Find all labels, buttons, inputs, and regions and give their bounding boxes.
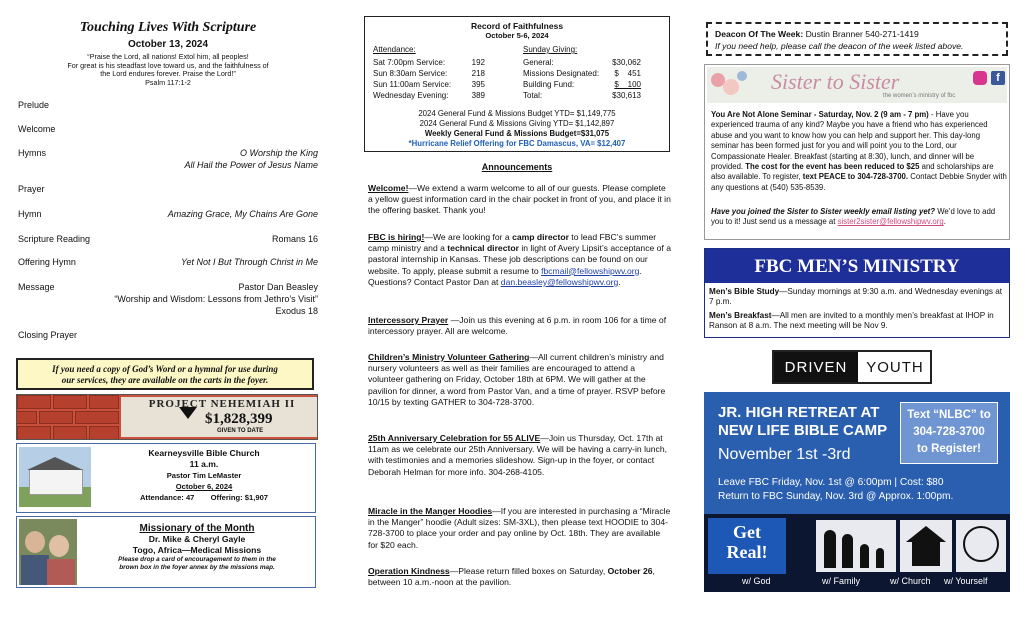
bulletin-date: October 13, 2024 [127,39,209,50]
sister-to-sister-card [704,64,1010,240]
face [25,531,45,553]
record-title: Record of Faithfulness [470,21,564,31]
giving-row: Missions Designated: $ 451 [523,69,641,78]
person-silhouette [860,544,869,568]
missionary-names: Dr. Mike & Cheryl Gayle [148,534,246,544]
giving-ytd: 2024 General Fund & Missions Giving YTD= $1,142,897 [419,119,615,128]
kv-attendance: Attendance: 47 [139,493,195,502]
attendance-heading: Attendance: [373,45,416,54]
deacon-name: Dustin Branner 540-271-1419 [805,29,919,39]
project-panel [121,397,317,437]
budget-ytd: 2024 General Fund & Missions Budget YTD= $1,149,775 [418,109,616,118]
panel-caption-yourself: w/ Yourself [944,576,988,586]
missionary-heading: Missionary of the Month [139,523,255,534]
record-of-faithfulness [364,16,670,152]
church-roof-shape [906,526,946,542]
hymnal-notice: If you need a copy of God’s Word or a hymnal for use during our services, they are available on the carts in the foyer. [16,358,314,390]
face-outline [963,526,999,562]
kv-date: October 6, 2024 [175,482,233,491]
childrens-paragraph: Children’s Ministry Volunteer Gathering—All current children’s ministry and nursery volunteers as well as their families are encouraged to attend a volunteer gathering on Friday, October 18th at 6PM. We will gather at the pavilion for dinner, a word from Pastor Van, and a time of prayer. RSVP before 10/15 by texting GATHER to 304-728-3700. [368,352,666,407]
brick [17,426,51,440]
sister-tagline: the women’s ministry of fbc [883,93,956,99]
brick [39,411,73,424]
shirt [21,555,49,585]
yourself-icon [956,520,1006,572]
face [49,535,69,557]
brick [17,395,51,409]
attendance-row: Sun 8:30am Service: 218 [373,69,485,78]
giving-row: Total: $30,613 [523,91,641,100]
get-real-badge: Get Real! [708,518,786,574]
giving-row: Building Fund: $ 100 [523,80,641,89]
church-icon [900,520,952,572]
hiring-paragraph: FBC is hiring!—We are looking for a camp director to lead FBC’s summer camp ministry and a technical director in light of Avery Lipsit’s acceptance of a pastoral internship in Kansas. These job descriptions can be found on our website. To apply, please submit a resume to fbcmail@fellowshipwv.org. Questions? Contact Pastor Dan at dan.beasley@fellowshipwv.org. [368,232,672,287]
deacon-note: If you need help, please call the deacon of the week listed above. [715,41,964,51]
attendance-row: Sat 7:00pm Service: 192 [373,58,485,67]
hurricane-relief: *Hurricane Relief Offering for FBC Damascus, VA= $12,407 [408,139,626,148]
psalm-quote: “Praise the Lord, all nations! Extol him, all peoples! For great is his steadfast love toward us, and the faithfulness of the Lord endures forever. Praise the Lord!” Psalm 117:1-2 [67,52,269,87]
mens-ministry-card [704,248,1010,338]
welcome-paragraph: Welcome!—We extend a warm welcome to all of our guests. Please complete a yellow guest information card in the chair pocket in front of you, and place it in the offering basket. Thank you! [368,183,671,216]
jr-high-retreat-flyer [704,392,1010,592]
retreat-footer [704,514,1010,592]
anniversary-paragraph: 25th Anniversary Celebration for 55 ALIVE—Join us Thursday, Oct. 17th at 11am as we celebrate our 25th Anniversary. We will be having a carry-in lunch, with testimonies and a memories slideshow. Sign-up in the foyer, or contact Deborah Helman for more info. 304-268-4105. [368,433,668,477]
family-icon [816,520,896,572]
brick [89,395,119,409]
project-title: PROJECT ΝΕΗΕΜΙΑΗ II [148,398,296,410]
email-link[interactable]: dan.beasley@fellowshipwv.org [500,276,619,287]
kindness-paragraph: Operation Kindness—Please return filled boxes on Saturday, October 26, between 10 a.m.-noon at the pavilion. [368,566,655,588]
text-to-register: Text “NLBC” to 304-728-3700 to Register! [900,402,998,464]
mens-bible-study: Men’s Bible Study—Sunday mornings at 9:30 a.m. and Wednesday evenings at 7 p.m. [709,287,1003,306]
missionary-photo [19,519,77,585]
panel-caption-god: w/ God [742,576,771,586]
record-dates: October 5-6, 2024 [485,31,549,40]
project-amount: $1,828,399 [205,411,273,427]
giving-list [523,57,641,101]
kv-pastor: Pastor Tim LeMaster [166,471,242,480]
sister-logo: Sister to Sister [771,69,900,94]
email-link[interactable]: fbcmail@fellowshipwv.org [541,265,640,276]
retreat-dates: November 1st -3rd [718,446,851,463]
deacon-label: Deacon Of The Week: [715,29,804,39]
panel-caption-church: w/ Church [890,576,931,586]
brick [89,426,119,440]
announcements-title: Announcements [481,162,553,172]
church-building [29,469,83,495]
kv-time: 11 a.m. [189,459,219,469]
driven-youth-logo [772,350,932,384]
instagram-icon[interactable] [973,71,987,85]
giving-heading: Sunday Giving: [523,45,578,54]
church-photo [19,447,91,507]
kv-offering: Offering: $1,907 [210,493,269,502]
missionary-note-2: brown box in the foyer annex by the missions map. [119,564,275,571]
missionary-note-1: Please drop a card of encouragement to them in the [118,556,276,563]
driven-word: DRIVEN [774,352,858,382]
kv-name: Kearneysville Bible Church [148,448,260,458]
giving-row: General: $30,062 [523,58,641,67]
down-arrow-icon [179,407,197,419]
missionary-card [16,516,316,588]
person-silhouette [842,534,853,568]
facebook-icon[interactable]: f [991,71,1005,85]
flower-icon [737,71,747,81]
brick [53,395,87,409]
kearneysville-card [16,443,316,513]
sister-banner [707,67,1007,103]
bulletin-title: Touching Lives With Scripture [79,20,257,35]
project-nehemiah-banner [16,394,318,440]
flower-icon [723,79,739,95]
mens-title: FBC MEN’S MINISTRY [705,249,1009,283]
sister-email-link[interactable]: sister2sister@fellowshipwv.org [837,217,944,227]
church-body-shape [912,542,940,566]
shirt [47,559,75,585]
intercessory-paragraph: Intercessory Prayer —Join us this evening at 6 p.m. in room 106 for a time of intercessory prayer. All are welcome. [368,315,667,337]
attendance-row: Sun 11:00am Service: 395 [373,80,485,89]
seminar-paragraph: You Are Not Alone Seminar - Saturday, Nov. 2 (9 am - 7 pm) - Have you experienced trauma of any kind? Maybe you have a friend who has experienced abuse and you want to know how you can help and support her. This day-long seminar has been formed just for you and will point you to the Lord, our Compassionate Healer. Breakfast (starting at 8:30), lunch, and dinner will be provided. The cost for the event has been reduced to $25 and scholarships are also available. To register, text PEACE to 304-728-3700. Contact Debbie Snyder with any questions at (540) 535-8539. [711,110,1007,192]
brick [16,411,37,424]
hoodie-paragraph: Miracle in the Manger Hoodies—If you are interested in purchasing a “Miracle in the Manger” hoodie (Adult sizes: SM-3XL), then please text HOODIE to 304-728-3700 to place your order and pay online by Oct. 18th. They are available for $20 each. [368,506,671,550]
attendance-list [373,57,485,101]
mens-breakfast: Men’s Breakfast—All men are invited to a monthly men’s breakfast at IHOP in Ranson at 8 a.m. The next meeting will be Nov 9. [709,311,994,330]
person-silhouette [876,548,884,568]
project-caption: GIVEN TO DATE [217,428,264,434]
retreat-title: JR. HIGH RETREAT AT NEW LIFE BIBLE CAMP [718,404,888,439]
deacon-of-week [706,22,1008,56]
youth-word: YOUTH [866,359,924,376]
weekly-budget: Weekly General Fund & Missions Budget=$31,075 [424,129,610,138]
church-roof [27,457,83,470]
panel-caption-family: w/ Family [822,576,860,586]
missionary-location: Togo, Africa—Medical Missions [132,545,262,555]
retreat-details: Leave FBC Friday, Nov. 1st @ 6:00pm | Cost: $80 Return to FBC Sunday, Nov. 3rd @ Approx. 1:00pm. [718,477,954,502]
person-silhouette [824,530,836,568]
brick [75,411,119,424]
email-list-paragraph: Have you joined the Sister to Sister weekly email listing yet? We’d love to add you to it! Just send us a message at sister2sister@fellowshipwv.org. [711,207,996,227]
brick [53,426,87,440]
attendance-row: Wednesday Evening: 389 [373,91,485,100]
